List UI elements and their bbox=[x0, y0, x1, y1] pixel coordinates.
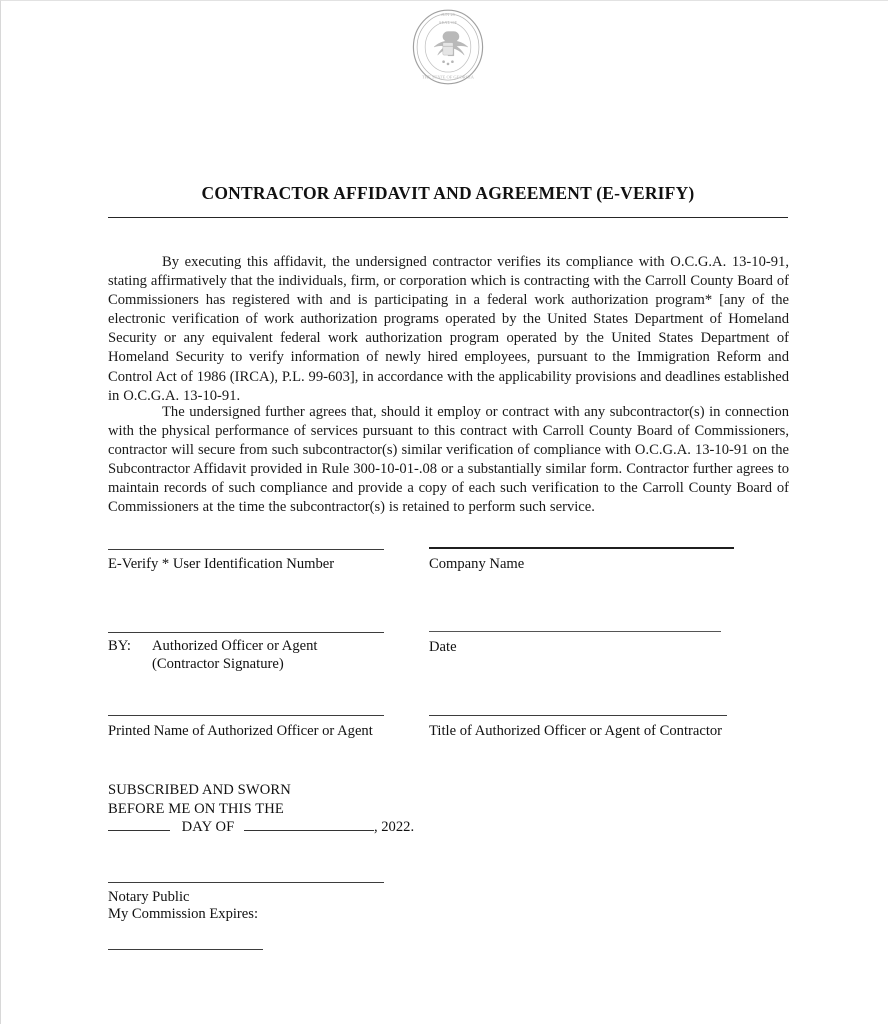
notary-public-label: Notary Public bbox=[108, 889, 190, 905]
day-of-label: DAY OF bbox=[181, 819, 235, 836]
title-divider bbox=[108, 217, 788, 218]
everify-user-id-rule[interactable] bbox=[108, 549, 384, 550]
officer-title-rule[interactable] bbox=[429, 715, 727, 716]
by-line bbox=[108, 638, 317, 655]
page-title: CONTRACTOR AFFIDAVIT AND AGREEMENT (E-VERIFY) bbox=[201, 183, 695, 203]
printed-name-rule[interactable] bbox=[108, 715, 384, 716]
date-rule[interactable] bbox=[429, 631, 721, 632]
subscribed-line-1: SUBSCRIBED AND SWORN bbox=[108, 782, 291, 798]
authorized-officer-label: Authorized Officer or Agent bbox=[152, 638, 318, 654]
svg-text:SEAL OF: SEAL OF bbox=[438, 20, 458, 26]
svg-text:THE STATE OF GEORGIA: THE STATE OF GEORGIA bbox=[422, 74, 474, 80]
subscribed-sworn-block bbox=[108, 781, 414, 837]
subscribed-line-2: BEFORE ME ON THIS THE bbox=[108, 800, 284, 817]
authorized-officer-rule[interactable] bbox=[108, 632, 384, 633]
by-key-label: BY: bbox=[108, 638, 131, 654]
year-label: , 2022. bbox=[373, 819, 415, 836]
seal-container bbox=[108, 1, 788, 93]
everify-user-id-label: E-Verify * User Identification Number bbox=[108, 556, 335, 572]
paragraph-subcontractor: The undersigned further agrees that, should it employ or contract with any subcontractor(s) in connection with the physical performance of services pursuant to this contract with Carroll County Board of Commissioners, contractor will secure from such subcontractor(s) similar verification of compliance with O.C.G.A. 13-10-91 on the Subcontractor Affidavit provided in Rule 300-10-01-.08 or a substantially similar form. Contractor further agrees to maintain records of such compliance and provide a copy of each such verification to the Carroll County Board of Commissioners at the time the subcontractor(s) is retained to perform such service. bbox=[108, 404, 789, 516]
company-name-label: Company Name bbox=[429, 556, 525, 572]
contractor-signature-label: (Contractor Signature) bbox=[152, 656, 284, 672]
state-seal-icon bbox=[411, 8, 485, 86]
month-blank-input[interactable] bbox=[244, 830, 374, 831]
company-name-rule[interactable] bbox=[429, 547, 734, 549]
date-label: Date bbox=[429, 639, 457, 655]
officer-title-label: Title of Authorized Officer or Agent of Contractor bbox=[429, 723, 723, 739]
printed-name-label: Printed Name of Authorized Officer or Agent bbox=[108, 723, 373, 739]
commission-expires-rule[interactable] bbox=[108, 949, 263, 950]
day-blank-input[interactable] bbox=[108, 830, 170, 831]
day-of-line bbox=[108, 818, 414, 837]
svg-text:JUN 25: JUN 25 bbox=[440, 12, 456, 18]
notary-public-rule[interactable] bbox=[108, 882, 384, 883]
paragraph-compliance: By executing this affidavit, the undersigned contractor verifies its compliance with O.C.G.A. 13-10-91, stating affirmatively that the individuals, firm, or corporation which is contracting with the Carroll County Board of Commissioners has registered with and is participating in a federal work authorization program* [any of the electronic verification of work authorization programs operated by the United States Department of Homeland Security or any equivalent federal work authorization program operated by the United States Department of Homeland Security to verify information of newly hired employees, pursuant to the Immigration Reform and Control Act of 1986 (IRCA), P.L. 99-603], in accordance with the applicability provisions and deadlines established in O.C.G.A. 13-10-91. bbox=[108, 254, 789, 404]
commission-expires-label: My Commission Expires: bbox=[108, 906, 258, 922]
